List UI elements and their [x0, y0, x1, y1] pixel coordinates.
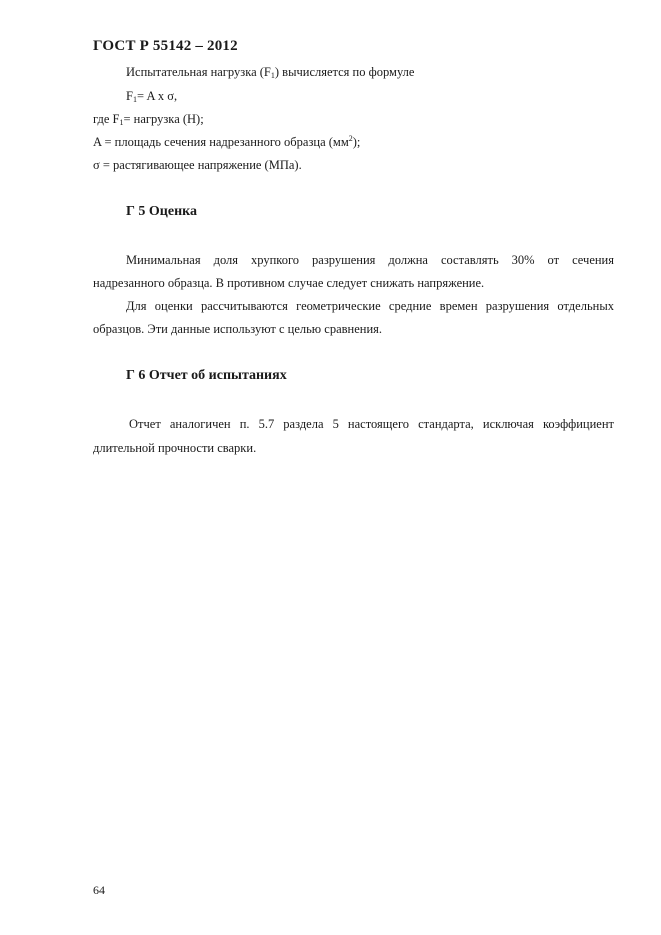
where-end: = нагрузка (Н); [123, 112, 204, 126]
g5-paragraph2-line2: образцов. Эти данные используют с целью сравнения. [93, 322, 383, 336]
formula-rhs: = A x σ, [136, 89, 178, 103]
formula-intro-end: ) вычисляется по формуле [274, 65, 415, 79]
formula-expression [126, 88, 177, 104]
section-g5-heading: Г 5 Оценка [126, 204, 197, 219]
area-superscript: 2 [348, 134, 353, 143]
section-g6-heading: Г 6 Отчет об испытаниях [126, 368, 287, 383]
formula-intro [126, 64, 414, 80]
formula-variable: F [126, 89, 133, 103]
where-definition [93, 111, 204, 127]
area-definition [93, 134, 360, 150]
g5-paragraph1-line2: надрезанного образца. В противном случае следует снижать напряжение. [93, 276, 485, 290]
g5-paragraph1-line1: Минимальная доля хрупкого разрушения должна составлять 30% от сечения [126, 253, 614, 267]
g6-paragraph1-line1: Отчет аналогичен п. 5.7 раздела 5 настоящего стандарта, исключая коэффициент [129, 417, 614, 431]
area-end: ); [352, 135, 361, 149]
where-subscript: 1 [119, 118, 124, 127]
formula-intro-text: Испытательная нагрузка (F [126, 65, 271, 79]
formula-intro-subscript: 1 [270, 71, 275, 80]
page-number: 64 [93, 883, 105, 897]
where-text: где F [93, 112, 120, 126]
formula-subscript: 1 [132, 95, 137, 104]
sigma-definition: σ = растягивающее напряжение (МПа). [93, 158, 302, 172]
g6-paragraph1-line2: длительной прочности сварки. [93, 441, 257, 455]
area-text: A = площадь сечения надрезанного образца (мм [93, 135, 349, 149]
g5-paragraph2-line1: Для оценки рассчитываются геометрические средние времен разрушения отдельных [126, 299, 614, 313]
document-header: ГОСТ Р 55142 – 2012 [93, 38, 238, 54]
